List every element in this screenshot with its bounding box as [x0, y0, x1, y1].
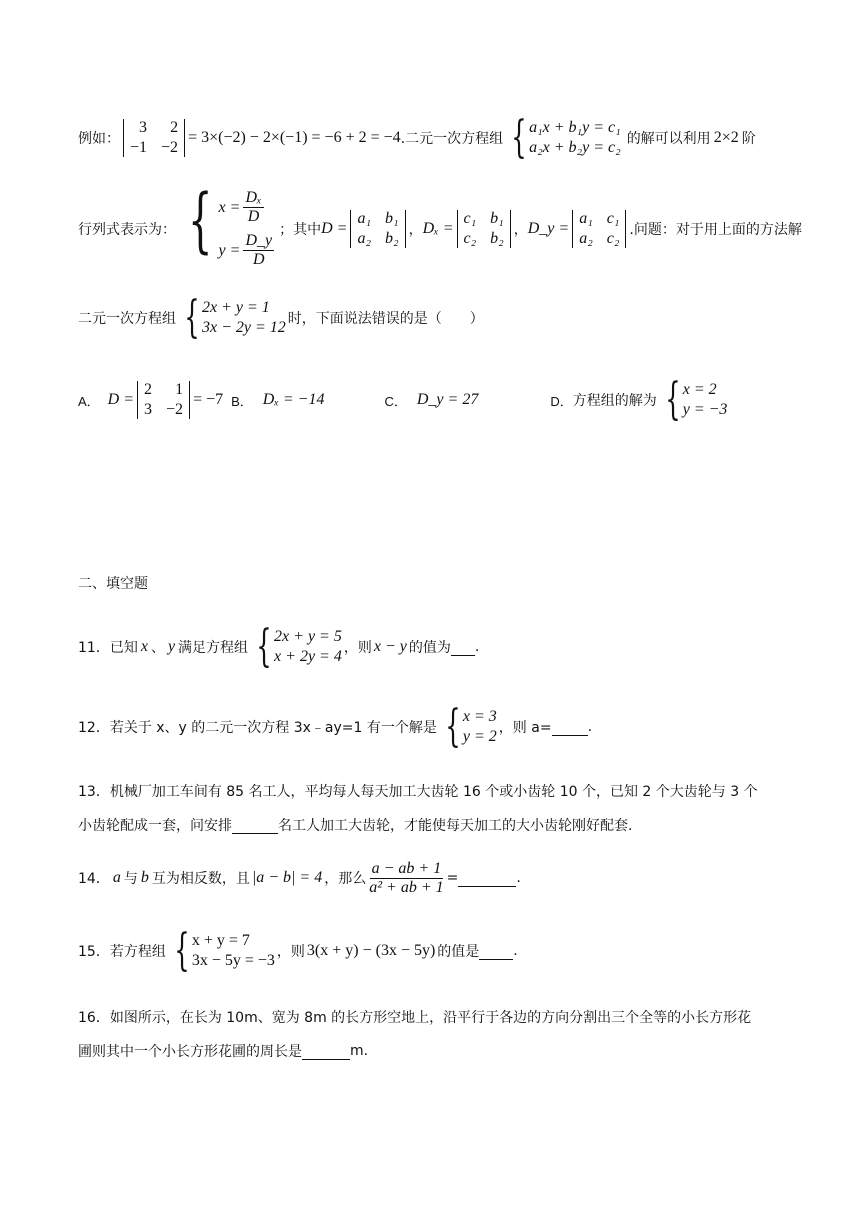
p10-line2: 行列式表示为： { x = $\frac{\text{Dₓ}}{D}$ y = $\frac{D\_y}{D}$ ；其中 D = a₁ b₁ a₂ b₂ ， Dₓ = c₁ b₁ c₂ b₂ ， D_y = a₁ c₁ a₂ c₂ .问题：对于用上面的方法解 [78, 179, 802, 268]
det-cell: b₂ [490, 230, 504, 247]
D-label: D = [321, 220, 348, 237]
q14-b: b [140, 869, 149, 886]
q11-system [250, 621, 342, 672]
q13-line1: 13．机械厂加工车间有 85 名工人，平均每人每天加工大齿轮 16 个或小齿轮 10 个，已知 2 个大齿轮与 3 个 [78, 784, 758, 800]
p10-line2-intro: 行列式表示为： [78, 222, 176, 238]
system-line: 2x + y = 1 [202, 299, 270, 316]
system-line: a₁x + b₁y = c₁ [529, 119, 621, 136]
det-cell: a₁ [357, 210, 372, 227]
left-brace: { [188, 179, 213, 261]
det-cell: c₁ [606, 210, 620, 227]
det-cell: b₁ [490, 210, 504, 227]
det-cell: a₂ [579, 230, 593, 247]
solution-x-var: x = [218, 198, 241, 216]
system-line: y = −3 [682, 401, 728, 418]
det-cell: −2 [166, 401, 184, 418]
det-cell: b₂ [385, 230, 399, 247]
q14-mid1: 与 [123, 871, 138, 887]
option-b-letter: B． [231, 393, 253, 409]
det-cell: 2 [144, 381, 153, 398]
q15-system [168, 925, 275, 976]
q11-after: ，则 [343, 640, 372, 656]
det-cell: c₂ [463, 230, 477, 247]
option-d-system [659, 374, 728, 425]
answer-blank[interactable] [552, 719, 588, 736]
question-tail: .问题：对于用上面的方法解 [629, 222, 802, 238]
q14-a: a [112, 869, 121, 886]
q11-tail: 的值为 [408, 640, 451, 656]
det-cell: a₁ [579, 210, 593, 227]
q12-tail: ，则 a= [498, 720, 552, 736]
p10-line1 [78, 112, 756, 164]
q14-mid2: 互为相反数，且 [151, 871, 250, 887]
option-a-value: = −7 [193, 391, 224, 408]
q15-mid: ，则 [276, 944, 305, 960]
system-line: x + 2y = 4 [274, 648, 342, 665]
system-line: y = 2 [462, 728, 497, 745]
det-cell: c₂ [606, 230, 620, 247]
frac-numerator: a − ab + 1 [371, 859, 442, 877]
problem-system [178, 292, 286, 343]
p10-line3 [78, 294, 484, 342]
Dx-label: Dₓ = [422, 220, 454, 237]
D-determinant [350, 210, 405, 248]
answer-blank[interactable] [451, 639, 475, 656]
q11-num: 11．已知 [78, 640, 138, 656]
q16-line2-b: m. [350, 1043, 369, 1059]
q11-expr: x − y [373, 638, 407, 655]
q14-abs: |a − b| = 4 [251, 869, 323, 886]
left-brace: { [256, 621, 272, 672]
where-text: ；其中 [279, 222, 322, 238]
det-cell: b₁ [385, 210, 399, 227]
q15-num: 15．若方程组 [78, 944, 166, 960]
det-cell: −2 [161, 139, 179, 156]
frac-denominator: D [247, 208, 260, 225]
cramer-solution [178, 179, 277, 270]
left-brace: { [174, 925, 190, 976]
q16-line2-a: 圃则其中一个小长方形花圃的周长是 [78, 1044, 302, 1060]
option-b-expr: Dₓ = −14 [262, 391, 325, 408]
example-equation: = 3×(−2) − 2×(−1) = −6 + 2 = −4 [188, 129, 401, 146]
option-a-label: D = [107, 391, 135, 408]
q13-line2-b: 名工人加工大齿轮，才能使每天加工的大小齿轮刚好配套. [278, 818, 633, 834]
left-brace: { [445, 701, 461, 752]
det-cell: c₁ [463, 210, 477, 227]
frac-denominator: D [253, 251, 265, 268]
q15-tail: 的值是 [437, 944, 480, 960]
q15-expr: 3(x + y) − (3x − 5y) [306, 942, 436, 959]
frac-numerator: D_y [245, 232, 273, 249]
option-d-text: 方程组的解为 [572, 393, 657, 409]
q13-line2-a: 小齿轮配成一套，问安排 [78, 818, 232, 834]
det-cell: 2 [170, 119, 179, 136]
system-line: x = 3 [462, 708, 497, 725]
p10-sentence2: 的解可以利用 [626, 131, 711, 147]
p10-options [78, 374, 798, 426]
q14-mid3: ，那么 [324, 871, 367, 887]
Dy-determinant [572, 210, 626, 248]
det-cell: 3 [139, 119, 148, 136]
q16-line1: 16．如图所示，在长为 10m、宽为 8m 的长方形空地上，沿平行于各边的方向分割出三个全等的小长方形花 [78, 1010, 752, 1026]
answer-blank[interactable] [479, 943, 513, 960]
q14-eq: = [446, 870, 459, 886]
det-cell: 1 [175, 381, 184, 398]
section-title: 二、填空题 [78, 576, 148, 592]
left-brace: { [665, 374, 681, 425]
system-line: a₂x + b₂y = c₂ [529, 139, 621, 156]
system-line: x = 2 [682, 381, 717, 398]
option-c-expr: D_y = 27 [416, 391, 479, 408]
option-d-letter: D． [550, 393, 573, 409]
p10-sentence1: .二元一次方程组 [400, 131, 504, 147]
system-line: 3x − 2y = 12 [202, 319, 286, 336]
q13-line2 [78, 814, 632, 836]
option-a-letter: A． [78, 393, 100, 409]
frac-denominator: a² + ab + 1 [369, 878, 444, 896]
p10-line3-intro: 二元一次方程组 [78, 311, 176, 327]
det-cell: a₂ [357, 230, 372, 247]
frac-numerator: Dₓ [245, 189, 262, 206]
q14-end: . [516, 870, 521, 886]
question-14 [78, 852, 521, 904]
p10-sentence3: 阶 [741, 131, 756, 147]
solution-y-var: y = [218, 241, 241, 259]
question-12 [78, 702, 592, 752]
system-line: x + y = 7 [191, 932, 250, 949]
q11-mid: 满足方程组 [178, 640, 249, 656]
example-determinant [123, 119, 185, 157]
Dy-label: D_y = [527, 220, 570, 237]
q14-num: 14． [78, 871, 110, 887]
q11-x: x [140, 638, 148, 655]
q11-end: . [474, 639, 480, 655]
Dx-determinant [457, 210, 511, 248]
option-a-determinant [137, 381, 190, 419]
general-system [505, 112, 621, 163]
system-line: 3x − 5y = −3 [191, 952, 275, 969]
left-brace: { [511, 112, 527, 163]
answer-blank[interactable] [458, 870, 516, 887]
q16-line2 [78, 1040, 368, 1062]
q15-end: . [513, 943, 518, 959]
p10-intro: 例如： [78, 131, 120, 147]
q11-sep: 、 [150, 640, 165, 656]
q11-y: y [167, 638, 176, 655]
p10-line3-tail: 时，下面说法错误的是（ ） [287, 311, 484, 327]
det-cell: 3 [144, 401, 153, 418]
option-c-letter: C． [384, 393, 407, 409]
answer-blank[interactable] [302, 1043, 350, 1060]
det-cell: −1 [130, 139, 148, 156]
q12-system [439, 701, 497, 752]
question-15 [78, 926, 518, 976]
p10-order: 2×2 [713, 129, 739, 146]
system-line: 2x + y = 5 [274, 628, 342, 645]
answer-blank[interactable] [232, 817, 278, 834]
q14-fraction [369, 860, 443, 897]
q12-end: . [587, 719, 593, 735]
left-brace: { [184, 292, 200, 343]
q12-text: 12．若关于 x、y 的二元一次方程 3x﹣ay=1 有一个解是 [78, 720, 437, 736]
question-11 [78, 622, 479, 672]
